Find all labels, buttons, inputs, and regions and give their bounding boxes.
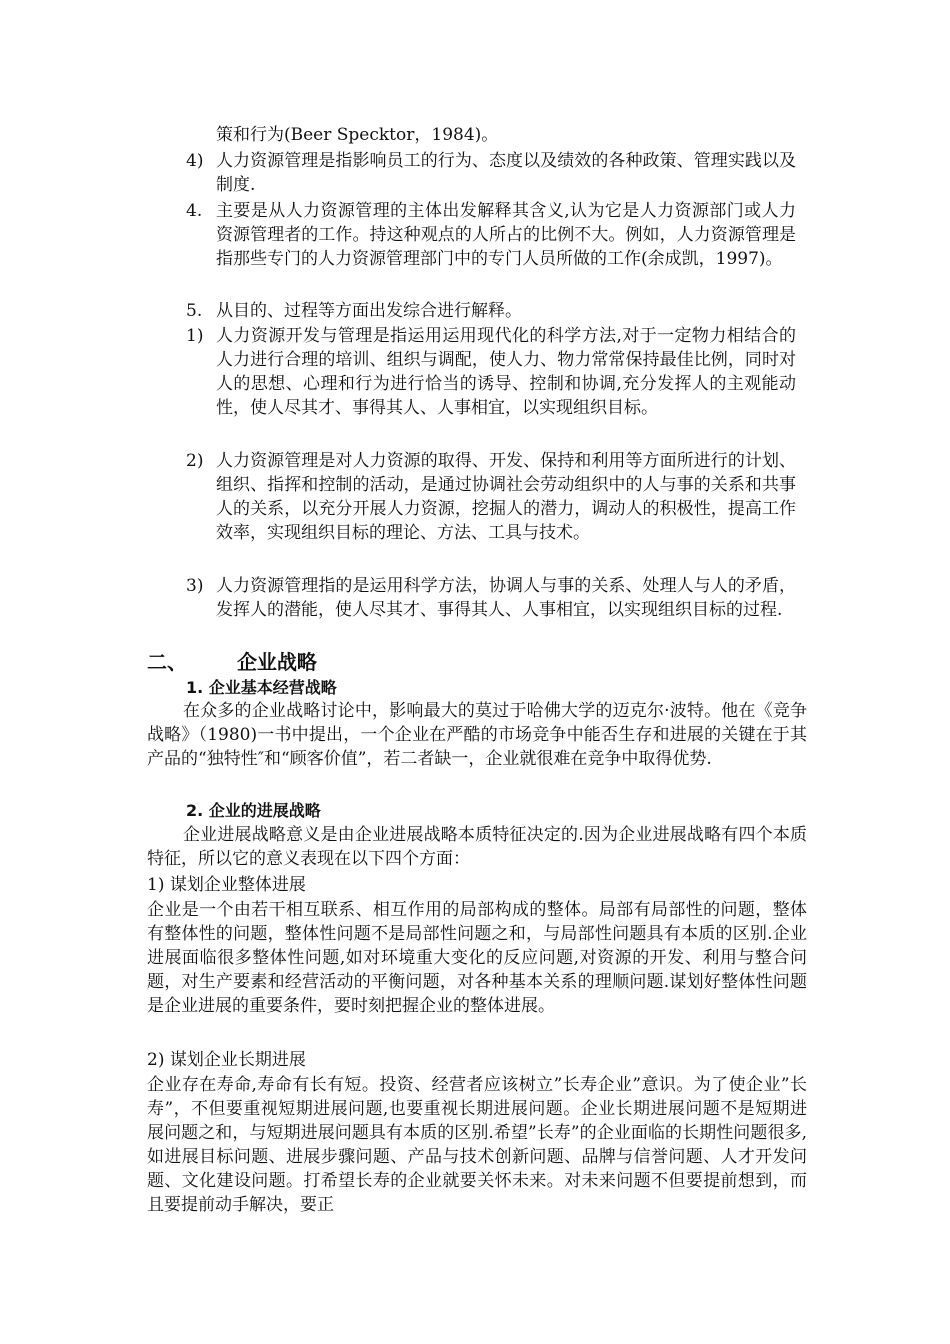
point-2-title: 2) 谋划企业长期进展 bbox=[147, 1050, 306, 1070]
item-text: 从目的、过程等方面出发综合进行解释。 bbox=[216, 301, 522, 321]
item-text: 人力资源管理指的是运用科学方法，协调人与事的关系、处理人与人的矛盾，发挥人的潜能，使人尽其才、事得其人、人事相宜，以实现组织目标的过程. bbox=[216, 576, 796, 620]
list-item-5-3 bbox=[186, 574, 796, 622]
item-text: 人力资源管理是对人力资源的取得、开发、保持和利用等方面所进行的计划、组织、指挥和控制的活动，是通过协调社会劳动组织中的人与事的关系和共事人的关系，以充分开展人力资源，挖掘人的潜力，调动人的积极性，提高工作效率，实现组织目标的理论、方法、工具与技术。 bbox=[216, 451, 796, 543]
list-item-4b bbox=[186, 199, 796, 271]
item-number: 1) bbox=[186, 326, 204, 346]
list-item-5-1 bbox=[186, 324, 796, 420]
subheading-2: 2. 企业的进展战略 bbox=[186, 801, 321, 820]
subheading-1: 1. 企业基本经营战略 bbox=[186, 678, 337, 697]
item-number: 3) bbox=[186, 576, 204, 596]
item-number: 5. bbox=[186, 301, 203, 321]
list-item-5-2 bbox=[186, 449, 796, 545]
list-item-4a bbox=[186, 149, 796, 197]
paragraph-1: 在众多的企业战略讨论中，影响最大的莫过于哈佛大学的迈克尔·波特。他在《竞争战略》（1980)一书中提出，一个企业在严酷的市场竞争中能否生存和进展的关键在于其产品的“独特性″和“顾客价值”，若二者缺一，企业就很难在竞争中取得优势. bbox=[147, 701, 807, 769]
item-number: 4) bbox=[186, 151, 204, 171]
list-item-5 bbox=[186, 299, 796, 323]
item-number: 2) bbox=[186, 451, 204, 471]
item-text: 人力资源管理是指影响员工的行为、态度以及绩效的各种政策、管理实践以及制度. bbox=[216, 151, 796, 195]
item-text: 主要是从人力资源管理的主体出发解释其含义,认为它是人力资源部门或人力资源管理者的工作。持这种观点的人所占的比例不大。例如，人力资源管理是指那些专门的人力资源管理部门中的专门人员所做的工作(余成凯，1997)。 bbox=[216, 201, 796, 269]
point-1-text: 企业是一个由若干相互联系、相互作用的局部构成的整体。局部有局部性的问题，整体有整体性的问题，整体性问题不是局部性问题之和，与局部性问题具有本质的区别.企业进展面临很多整体性问题,如对环境重大变化的反应问题,对资源的开发、利用与整合问题，对生产要素和经营活动的平衡问题，对各种基本关系的理顺问题.谋划好整体性问题是企业进展的重要条件，要时刻把握企业的整体进展。 bbox=[147, 900, 807, 1016]
section-number: 二、 bbox=[147, 650, 187, 674]
paragraph-2: 企业进展战略意义是由企业进展战略本质特征决定的.因为企业进展战略有四个本质特征，所以它的意义表现在以下四个方面： bbox=[147, 825, 807, 869]
point-2-text: 企业存在寿命,寿命有长有短。投资、经营者应该树立”长寿企业”意识。为了使企业”长寿”，不但要重视短期进展问题,也要重视长期进展问题。企业长期进展问题不是短期进展问题之和，与短期进展问题具有本质的区别.希望”长寿”的企业面临的长期性问题很多,如进展目标问题、进展步骤问题、产品与技术创新问题、品牌与信誉问题、人才开发问题、文化建设问题。打希望长寿的企业就要关怀未来。对未来问题不但要提前想到，而且要提前动手解决，要正 bbox=[147, 1075, 807, 1215]
continuation-line: 策和行为(Beer Specktor，1984)。 bbox=[216, 125, 499, 145]
item-text: 人力资源开发与管理是指运用运用现代化的科学方法,对于一定物力相结合的人力进行合理的培训、组织与调配，使人力、物力常常保持最佳比例，同时对人的思想、心理和行为进行恰当的诱导、控制和协调,充分发挥人的主观能动性，使人尽其才、事得其人、人事相宜，以实现组织目标。 bbox=[216, 326, 796, 418]
point-1-title: 1) 谋划企业整体进展 bbox=[147, 875, 306, 895]
item-number: 4. bbox=[186, 201, 203, 221]
section-title: 企业战略 bbox=[236, 650, 317, 674]
section-heading bbox=[147, 650, 317, 674]
